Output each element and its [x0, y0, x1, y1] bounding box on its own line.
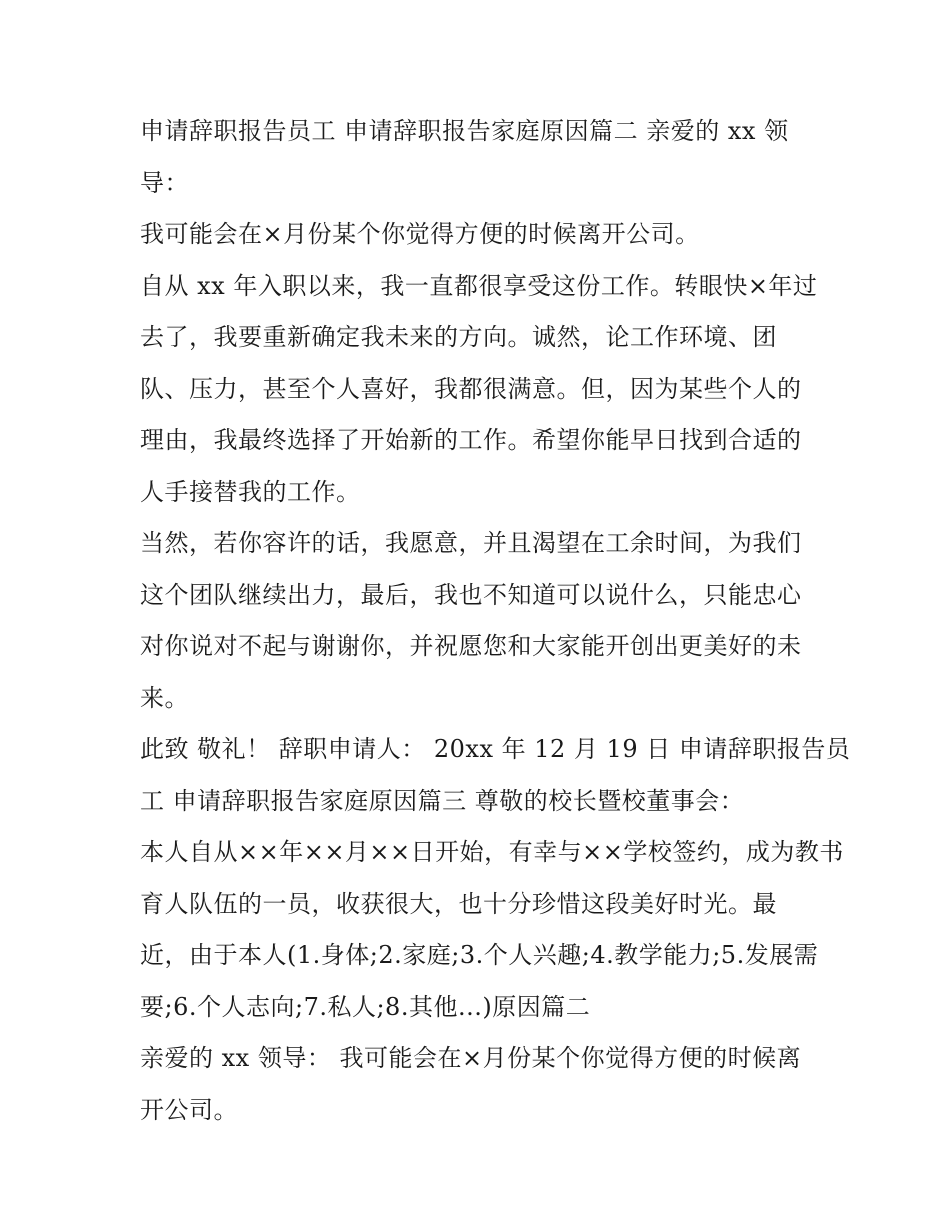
text-line: 这个团队继续出力，最后，我也不知道可以说什么，只能忠心: [140, 580, 802, 609]
text-line: 当然，若你容许的话，我愿意，并且渴望在工余时间，为我们: [140, 529, 802, 557]
text-line: 队、压力，甚至个人喜好，我都很满意。但，因为某些个人的: [140, 374, 802, 403]
text-line: 对你说对不起与谢谢你，并祝愿您和大家能开创出更美好的未: [140, 632, 802, 660]
text-line: 此致 敬礼！ 辞职申请人： 20xx 年 12 月 19 日 申请辞职报告员: [140, 735, 851, 763]
paragraph-2: [140, 209, 820, 261]
paragraph-6: [140, 827, 844, 1033]
text-line: 亲爱的 xx 领导： 我可能会在×月份某个你觉得方便的时候离: [140, 1044, 802, 1072]
text-line: 工 申请辞职报告家庭原因篇三 尊敬的校长暨校董事会：: [140, 786, 745, 815]
text-line: 申请辞职报告员工 申请辞职报告家庭原因篇二 亲爱的 xx 领: [140, 117, 789, 145]
text-line: 本人自从××年××月××日开始，有幸与××学校签约，成为教书: [140, 838, 844, 866]
text-line: 自从 xx 年入职以来，我一直都很享受这份工作。转眼快×年过: [140, 271, 818, 300]
text-line: 去了，我要重新确定我未来的方向。诚然，论工作环境、团: [140, 323, 777, 351]
text-line: 我可能会在×月份某个你觉得方便的时候离开公司。: [140, 220, 700, 248]
paragraph-3: [140, 261, 820, 519]
text-line: 开公司。: [140, 1095, 238, 1124]
text-line: 人手接替我的工作。: [140, 477, 361, 506]
document-body: [140, 106, 851, 1136]
text-line: 育人队伍的一员，收获很大，也十分珍惜这段美好时光。最: [140, 889, 777, 918]
text-line: 导：: [140, 168, 189, 197]
text-line: 来。: [140, 683, 189, 712]
paragraph-1: [140, 106, 820, 209]
paragraph-4: [140, 518, 820, 724]
paragraph-5: [140, 724, 851, 827]
paragraph-7: [140, 1033, 820, 1136]
text-line: 理由，我最终选择了开始新的工作。希望你能早日找到合适的: [140, 426, 802, 454]
text-line: 近，由于本人(1.身体;2.家庭;3.个人兴趣;4.教学能力;5.发展需: [140, 941, 819, 969]
text-line: 要;6.个人志向;7.私人;8.其他...)原因篇二: [140, 992, 591, 1021]
